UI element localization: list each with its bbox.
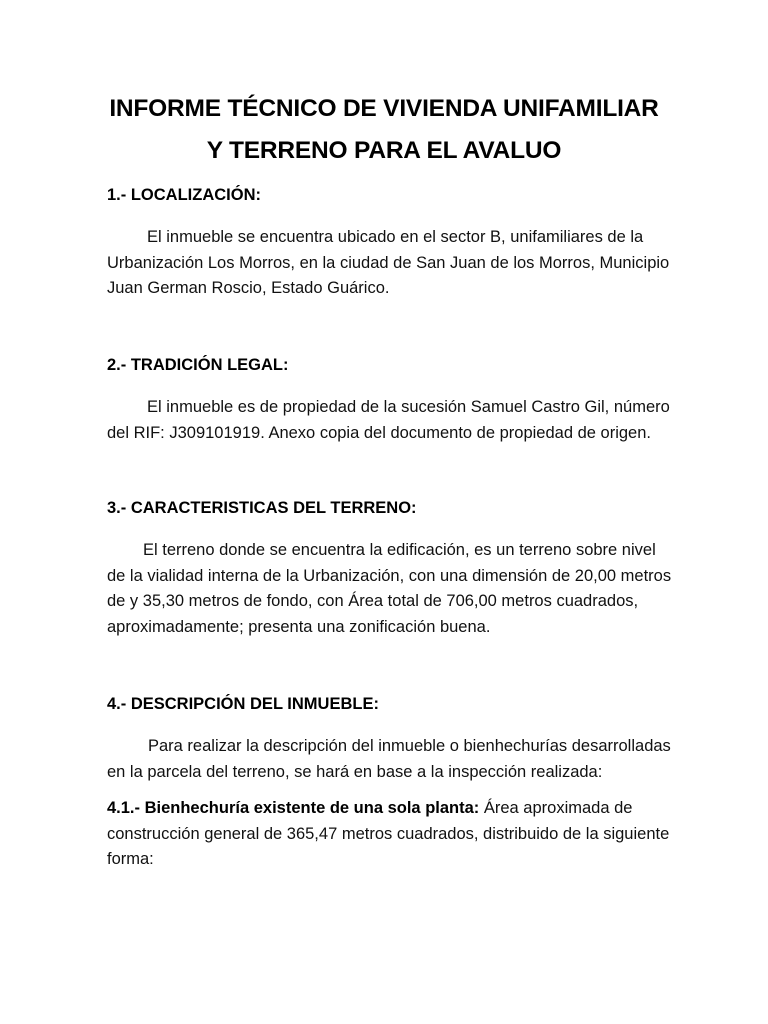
section-2-paragraph <box>107 395 670 446</box>
section-3-line-3: de y 35,30 metros de fondo, con Área total de 706,00 metros cuadrados, <box>107 592 639 610</box>
section-4-line-1: Para realizar la descripción del inmueble o bienhechurías desarrolladas <box>148 737 671 755</box>
subsection-4-1-line-2: construcción general de 365,47 metros cuadrados, distribuido de la siguiente <box>107 824 670 843</box>
section-2-line-2: del RIF: J309101919. Anexo copia del documento de propiedad de origen. <box>107 423 651 442</box>
section-1-line-3: Juan German Roscio, Estado Guárico. <box>107 279 390 297</box>
subsection-4-1-label: 4.1.- Bienhechuría existente de una sola planta: <box>107 799 480 817</box>
section-1-heading: 1.- LOCALIZACIÓN: <box>107 186 261 204</box>
section-3-heading: 3.- CARACTERISTICAS DEL TERRENO: <box>107 499 417 517</box>
subsection-4-1-line-3: forma: <box>107 850 154 868</box>
section-3-line-1: El terreno donde se encuentra la edificación, es un terreno sobre nivel <box>143 541 656 559</box>
section-3-line-2: de la vialidad interna de la Urbanización, con una dimensión de 20,00 metros <box>107 566 672 585</box>
section-4-heading: 4.- DESCRIPCIÓN DEL INMUEBLE: <box>107 695 379 713</box>
section-1-line-1: El inmueble se encuentra ubicado en el sector B, unifamiliares de la <box>147 228 644 246</box>
section-2-heading: 2.- TRADICIÓN LEGAL: <box>107 356 289 374</box>
subsection-4-1-paragraph <box>107 796 670 873</box>
subsection-4-1-line-1-text: Área aproximada de <box>479 799 633 817</box>
section-1-paragraph <box>107 225 670 302</box>
section-1-line-2: Urbanización Los Morros, en la ciudad de San Juan de los Morros, Municipio <box>107 253 670 272</box>
document-title-line-1: INFORME TÉCNICO DE VIVIENDA UNIFAMILIAR <box>109 95 659 122</box>
section-3-paragraph <box>107 538 672 640</box>
section-3-line-4: aproximadamente; presenta una zonificación buena. <box>107 617 491 636</box>
section-4-paragraph <box>107 734 671 785</box>
section-2-line-1: El inmueble es de propiedad de la sucesión Samuel Castro Gil, número <box>147 398 670 416</box>
document-title-line-2: Y TERRENO PARA EL AVALUO <box>206 137 562 164</box>
section-4-line-2: en la parcela del terreno, se hará en base a la inspección realizada: <box>107 762 603 781</box>
subsection-4-1-line-1 <box>107 796 667 822</box>
